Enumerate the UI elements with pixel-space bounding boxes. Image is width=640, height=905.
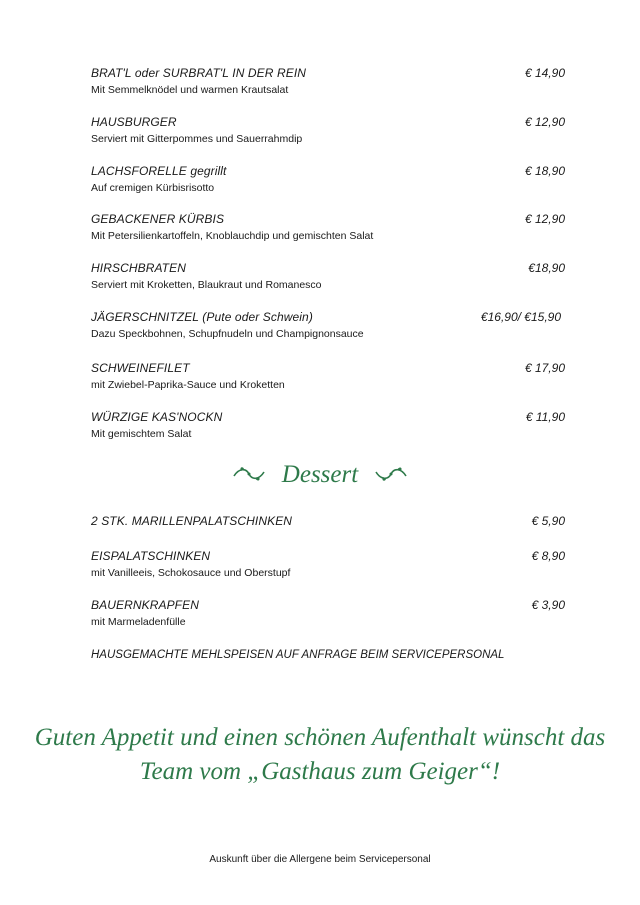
menu-item (91, 66, 565, 97)
menu-item-price: € 18,90 (524, 164, 565, 178)
menu-item-description: Dazu Speckbohnen, Schupfnudeln und Champignonsauce (91, 328, 364, 340)
menu-item-description: Mit Semmelknödel und warmen Krautsalat (91, 84, 289, 96)
menu-item-price: € 11,90 (525, 410, 565, 424)
dessert-item (91, 514, 565, 529)
dessert-item-name: 2 STK. MARILLENPALATSCHINKEN (91, 514, 293, 528)
menu-item (91, 261, 565, 292)
leaf-flourish-icon (374, 459, 408, 493)
menu-item-name: HIRSCHBRATEN (91, 261, 186, 275)
menu-item-name: LACHSFORELLE gegrillt (91, 164, 227, 178)
dessert-item (91, 598, 565, 629)
dessert-item (91, 549, 565, 580)
pastry-note: HAUSGEMACHTE MEHLSPEISEN AUF ANFRAGE BEIM SERVICEPERSONAL (91, 649, 505, 661)
closing-message (0, 721, 640, 789)
menu-item-name: JÄGERSCHNITZEL (Pute oder Schwein) (91, 310, 313, 324)
closing-line-1: Guten Appetit und einen schönen Aufenthalt wünscht das (34, 724, 606, 751)
menu-item (91, 115, 565, 146)
dessert-item-description: mit Vanilleeis, Schokosauce und Oberstupf (91, 567, 291, 579)
menu-item (91, 410, 565, 441)
menu-item (91, 361, 565, 392)
menu-item-name: WÜRZIGE KAS'NOCKN (91, 410, 223, 424)
dessert-heading (0, 458, 640, 493)
dessert-item-price: € 8,90 (531, 549, 565, 563)
closing-line-2: Team vom „Gasthaus zum Geiger“! (139, 758, 501, 785)
leaf-flourish-icon (232, 459, 266, 493)
menu-item-name: GEBACKENER KÜRBIS (91, 212, 225, 226)
menu-item-description: Serviert mit Gitterpommes und Sauerrahmdip (91, 133, 303, 145)
dessert-item-name: EISPALATSCHINKEN (91, 549, 211, 563)
menu-item-price: € 12,90 (524, 115, 565, 129)
allergen-footer: Auskunft über die Allergene beim Servicepersonal (209, 854, 431, 865)
menu-item-description: Auf cremigen Kürbisrisotto (91, 182, 215, 194)
dessert-title: Dessert (281, 461, 359, 488)
menu-item-description: mit Zwiebel-Paprika-Sauce und Kroketten (91, 379, 285, 391)
menu-item-description: Mit Petersilienkartoffeln, Knoblauchdip und gemischten Salat (91, 230, 374, 242)
dessert-item-price: € 5,90 (531, 514, 565, 528)
menu-item-price: € 17,90 (524, 361, 565, 375)
menu-item-price: €18,90 (528, 261, 565, 275)
dessert-item-name: BAUERNKRAPFEN (91, 598, 199, 612)
dessert-item-description: mit Marmeladenfülle (91, 616, 186, 628)
menu-item (91, 212, 565, 243)
menu-item-name: SCHWEINEFILET (91, 361, 190, 375)
menu-item-price: €16,90/ €15,90 (480, 310, 561, 324)
menu-item-name: HAUSBURGER (91, 115, 177, 129)
menu-item-price: € 12,90 (524, 212, 565, 226)
menu-item-description: Serviert mit Kroketten, Blaukraut und Romanesco (91, 279, 322, 291)
dessert-item-price: € 3,90 (531, 598, 565, 612)
menu-item-price: € 14,90 (524, 66, 565, 80)
menu-item-name: BRAT'L oder SURBRAT'L IN DER REIN (91, 66, 307, 80)
menu-item (91, 310, 565, 341)
menu-item-description: Mit gemischtem Salat (91, 428, 192, 440)
menu-item (91, 164, 565, 195)
